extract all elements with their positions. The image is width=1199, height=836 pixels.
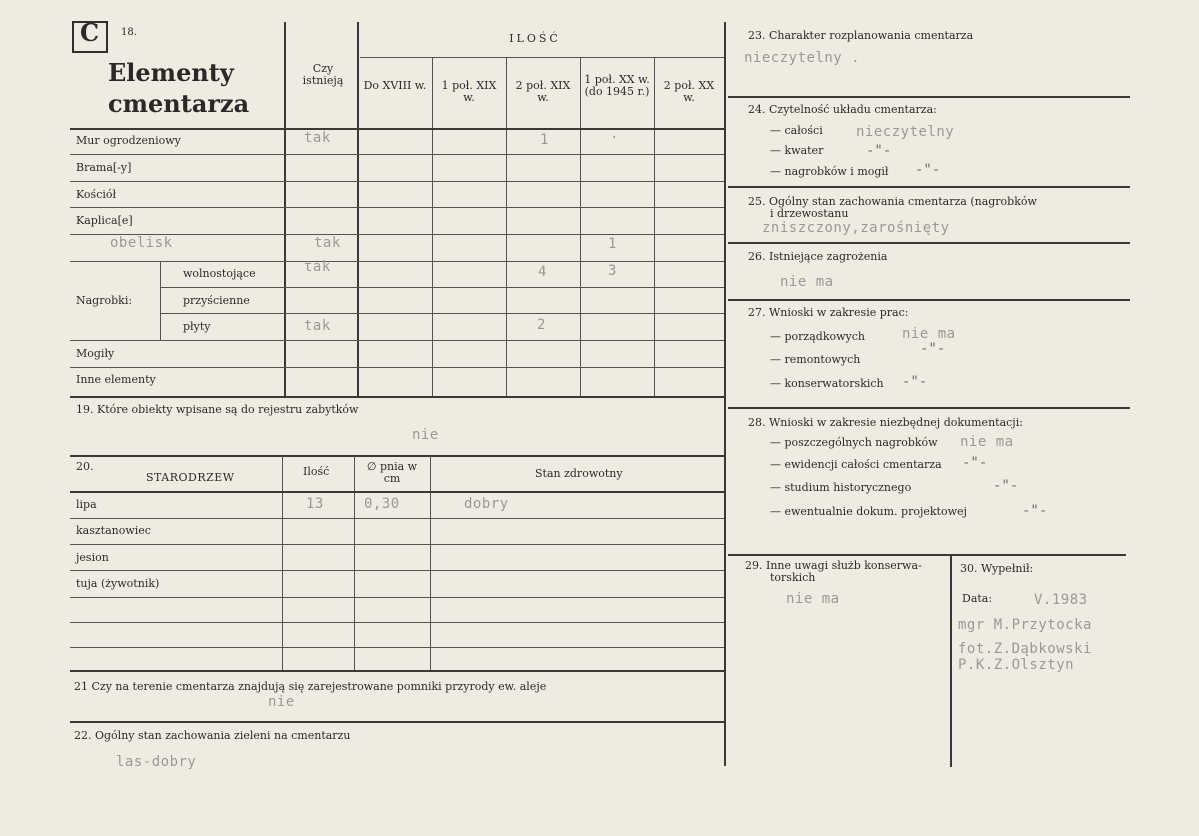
s19-value: nie	[412, 427, 439, 443]
col-1-xix: 1 poł. XIX w.	[441, 79, 497, 104]
row-inne: Inne elementy	[76, 373, 156, 386]
s28-label: 28. Wnioski w zakresie niezbędnej dokumentacji:	[748, 416, 1023, 429]
s30-line-1: mgr M.Przytocka	[958, 617, 1092, 633]
s21-value: nie	[268, 694, 295, 710]
col-czy-istnieja: Czy istnieją	[302, 62, 344, 87]
obelisk-1xx-value: 1	[608, 236, 617, 252]
s25-label-1: 25. Ogólny stan zachowania cmentarza (nagrobków	[748, 195, 1037, 208]
tree-tuja: tuja (żywotnik)	[76, 577, 160, 590]
s22-value: las-dobry	[116, 754, 197, 770]
row-obelisk: obelisk	[110, 235, 173, 251]
s24-kwater-value: -"-	[866, 143, 892, 159]
col-xviii: Do XVIII w.	[363, 79, 427, 92]
s24-calosci-value: nieczytelny	[856, 124, 955, 140]
s29-label-2: torskich	[770, 571, 816, 584]
row-plyty: płyty	[183, 320, 211, 333]
s27-porz-value: nie ma	[902, 326, 956, 342]
s27-rem: — remontowych	[770, 353, 861, 366]
wolno-2xix-value: 4	[538, 264, 547, 280]
obelisk-czy-value: tak	[314, 235, 341, 251]
col-ilosc: ILOŚĆ	[509, 32, 561, 45]
s30-line-3: P.K.Z.Olsztyn	[958, 657, 1075, 673]
page-title-line1: Elementy	[108, 58, 234, 87]
section-number: 18.	[121, 27, 137, 38]
section-letter: C	[80, 18, 100, 47]
s29-label-1: 29. Inne uwagi służb konserwa-	[745, 559, 922, 572]
s20-number: 20.	[76, 460, 94, 473]
s20-col-stan: Stan zdrowotny	[535, 467, 623, 480]
lipa-ilosc: 13	[306, 496, 324, 512]
s20-col-ilosc: Ilość	[303, 465, 330, 478]
s28-c-value: -"-	[993, 478, 1019, 494]
s30-line-2: fot.Z.Dąbkowski	[958, 641, 1092, 657]
row-mur: Mur ogrodzeniowy	[76, 134, 181, 147]
plyty-2xix-value: 2	[537, 317, 546, 333]
col-2-xx: 2 poł. XX w.	[663, 79, 715, 104]
s29-value: nie ma	[786, 591, 840, 607]
s27-porz: — porządkowych	[770, 330, 865, 343]
s23-value: nieczytelny .	[744, 50, 861, 66]
row-mogily: Mogiły	[76, 347, 115, 360]
s20-col-pnia: ∅ pnia w cm	[366, 460, 418, 485]
s28-d: — ewentualnie dokum. projektowej	[770, 505, 967, 518]
s19-label: 19. Które obiekty wpisane są do rejestru zabytków	[76, 403, 359, 416]
s28-b-value: -"-	[962, 455, 988, 471]
tree-lipa: lipa	[76, 498, 97, 511]
row-nagrobki: Nagrobki:	[76, 294, 133, 307]
tree-kasztanowiec: kasztanowiec	[76, 524, 151, 537]
s20-title: STARODRZEW	[146, 471, 235, 484]
mur-2xix-value: 1	[540, 132, 549, 148]
page-title-line2: cmentarza	[108, 89, 250, 118]
s24-nagrobkow: — nagrobków i mogił	[770, 165, 889, 178]
s28-d-value: -"-	[1022, 503, 1048, 519]
col-2-xix: 2 poł. XIX w.	[515, 79, 571, 104]
s24-nagrobkow-value: -"-	[915, 162, 941, 178]
s30-data-label: Data:	[962, 592, 993, 605]
row-wolnostojace: wolnostojące	[183, 267, 256, 280]
wolno-1xx-value: 3	[608, 263, 617, 279]
s26-label: 26. Istniejące zagrożenia	[748, 250, 888, 263]
s26-value: nie ma	[780, 274, 834, 290]
s24-label: 24. Czytelność układu cmentarza:	[748, 103, 937, 116]
s24-kwater: — kwater	[770, 144, 824, 157]
s23-label: 23. Charakter rozplanowania cmentarza	[748, 29, 974, 42]
s27-label: 27. Wnioski w zakresie prac:	[748, 306, 909, 319]
col-1-xx: 1 poł. XX w. (do 1945 r.)	[584, 73, 650, 98]
s21-label: 21 Czy na terenie cmentarza znajdują się zarejestrowane pomniki przyrody ew. aleje	[74, 680, 547, 693]
s22-label: 22. Ogólny stan zachowania zieleni na cmentarzu	[74, 729, 351, 742]
s28-c: — studium historycznego	[770, 481, 912, 494]
s28-a: — poszczególnych nagrobków	[770, 436, 938, 449]
lipa-pnia: 0,30	[364, 496, 400, 512]
row-przyscienne: przyścienne	[183, 294, 250, 307]
s25-value: zniszczony,zarośnięty	[762, 220, 950, 236]
s30-data-value: V.1983	[1034, 592, 1088, 608]
row-kosciol: Kościół	[76, 188, 117, 201]
lipa-stan: dobry	[464, 496, 509, 512]
s28-a-value: nie ma	[960, 434, 1014, 450]
s27-kons-value: -"-	[902, 374, 928, 390]
s30-label: 30. Wypełnił:	[960, 562, 1034, 575]
s24-calosci: — całości	[770, 124, 823, 137]
row-brama: Brama[-y]	[76, 161, 132, 174]
s27-rem-value: -"-	[920, 341, 946, 357]
mur-1xx-value: ·	[610, 130, 619, 146]
s28-b: — ewidencji całości cmentarza	[770, 458, 942, 471]
wolno-czy-value: tak	[304, 259, 331, 275]
mur-czy-value: tak	[304, 130, 331, 146]
row-kaplica: Kaplica[e]	[76, 214, 133, 227]
s27-kons: — konserwatorskich	[770, 377, 884, 390]
s25-label-2: i drzewostanu	[770, 207, 849, 220]
tree-jesion: jesion	[76, 551, 109, 564]
plyty-czy-value: tak	[304, 318, 331, 334]
